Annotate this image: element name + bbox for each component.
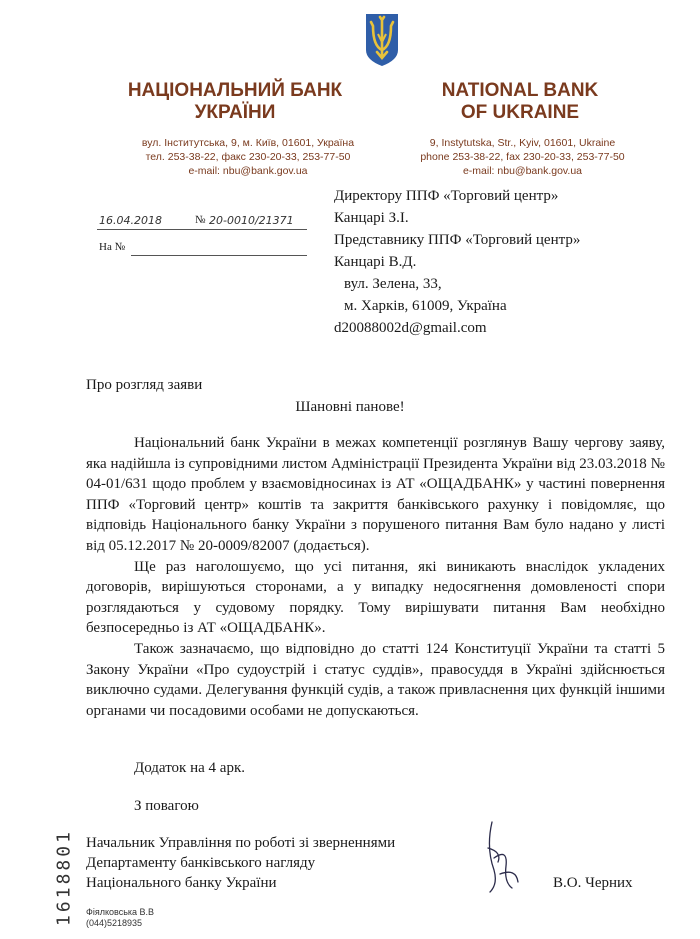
registration-number-label: № — [195, 214, 206, 226]
body-paragraph: Також зазначаємо, що відповідно до статті 124 Конституції України та статті 5 Закону України «Про судоустрій і статус суддів», правосуддя в Україні здійснюється виключно судами. Делегування функцій судів, а також привласнення цих функцій іншими органами чи посадовими особами не допускаються. — [86, 640, 665, 719]
bank-name-en-line2: OF UKRAINE — [460, 102, 580, 123]
body-paragraph: Ще раз наголошуємо, що усі питання, які виникають внаслідок укладених договорів, вирішуються сторонами, а у випадку недосягнення домовленості спори розглядаються у судовому порядку. Тому вирішувати питання Вам необхідно безпосередньо із АТ «ОЩАДБАНК». — [86, 558, 665, 637]
recipient-line: Канцарі В.Д. — [334, 254, 417, 270]
email-ua: e-mail: nbu@bank.gov.ua — [188, 165, 308, 177]
executor-name: Фіялковська В.В — [86, 907, 155, 917]
phone-ua: тел. 253-38-22, факс 230-20-33, 253-77-50 — [145, 151, 351, 163]
bank-name-ua-line1: НАЦІОНАЛЬНИЙ БАНК — [127, 80, 343, 101]
registration-date: 16.04.2018 — [99, 214, 162, 227]
reply-label: На № — [99, 241, 126, 253]
bank-name-en-line1: NATIONAL BANK — [441, 80, 599, 101]
reply-underline — [131, 255, 307, 256]
letterhead-ua — [110, 80, 360, 124]
bank-name-ua-line2: УКРАЇНИ — [194, 102, 276, 123]
closing: З повагою — [134, 798, 199, 814]
signatory-title-line: Департаменту банківського нагляду — [86, 855, 316, 871]
registration-number: 20-0010/21371 — [209, 214, 294, 227]
signatory-title — [86, 833, 486, 893]
salutation: Шановні панове! — [295, 399, 405, 415]
address-en: 9, Instytutska, Str., Kyiv, 01601, Ukraine — [429, 137, 616, 149]
attachment-note: Додаток на 4 арк. — [134, 760, 245, 776]
email-en: e-mail: nbu@bank.gov.ua — [462, 165, 583, 177]
side-registration-number — [48, 829, 78, 926]
body-paragraph: Національний банк України в межах компетенції розглянув Вашу чергову заяву, яка надійшла із супровідними листом Адміністрації Президента України від 23.03.2018 № 04-01/631 щодо проблем у взаємовідносинах із АТ «ОЩАДБАНК» у частині повернення ППФ «Торговий центр» коштів та закриття банківського рахунку і повідомляє, що відповідь Національного банку України з порушеного питання Вам було надано у листі від 05.12.2017 № 20-0009/82007 (додається). — [86, 435, 665, 554]
recipient-block — [334, 185, 684, 317]
address-ua: вул. Інститутська, 9, м. Київ, 01601, Україна — [141, 137, 355, 149]
signatory-name: В.О. Черних — [553, 875, 633, 891]
recipient-email: d20088002d@gmail.com — [334, 320, 487, 336]
recipient-line: Канцарі З.І. — [334, 210, 409, 226]
emblem — [364, 12, 400, 68]
letter-body — [86, 433, 665, 721]
signatory-title-line: Національного банку України — [86, 875, 277, 891]
side-number-text: 1618801 — [53, 829, 75, 926]
recipient-line: вул. Зелена, 33, — [344, 276, 442, 292]
handwritten-signature — [478, 818, 528, 898]
contacts-en — [415, 136, 630, 178]
recipient-line: м. Харків, 61009, Україна — [344, 298, 507, 314]
letterhead-en — [420, 80, 620, 124]
trident-emblem-icon — [364, 12, 400, 68]
recipient-line: Директору ППФ «Торговий центр» — [334, 188, 559, 204]
signatory-title-line: Начальник Управління по роботі зі зверненнями — [86, 835, 396, 851]
registration-underline — [97, 229, 307, 230]
executor-phone: (044)5218935 — [86, 918, 143, 928]
executor-info — [86, 907, 154, 929]
subject: Про розгляд заяви — [86, 377, 203, 393]
contacts-ua — [118, 136, 378, 178]
registration-line — [97, 214, 309, 230]
reply-line — [97, 241, 309, 257]
phone-en: phone 253-38-22, fax 230-20-33, 253-77-50 — [420, 151, 625, 163]
recipient-line: Представнику ППФ «Торговий центр» — [334, 232, 581, 248]
